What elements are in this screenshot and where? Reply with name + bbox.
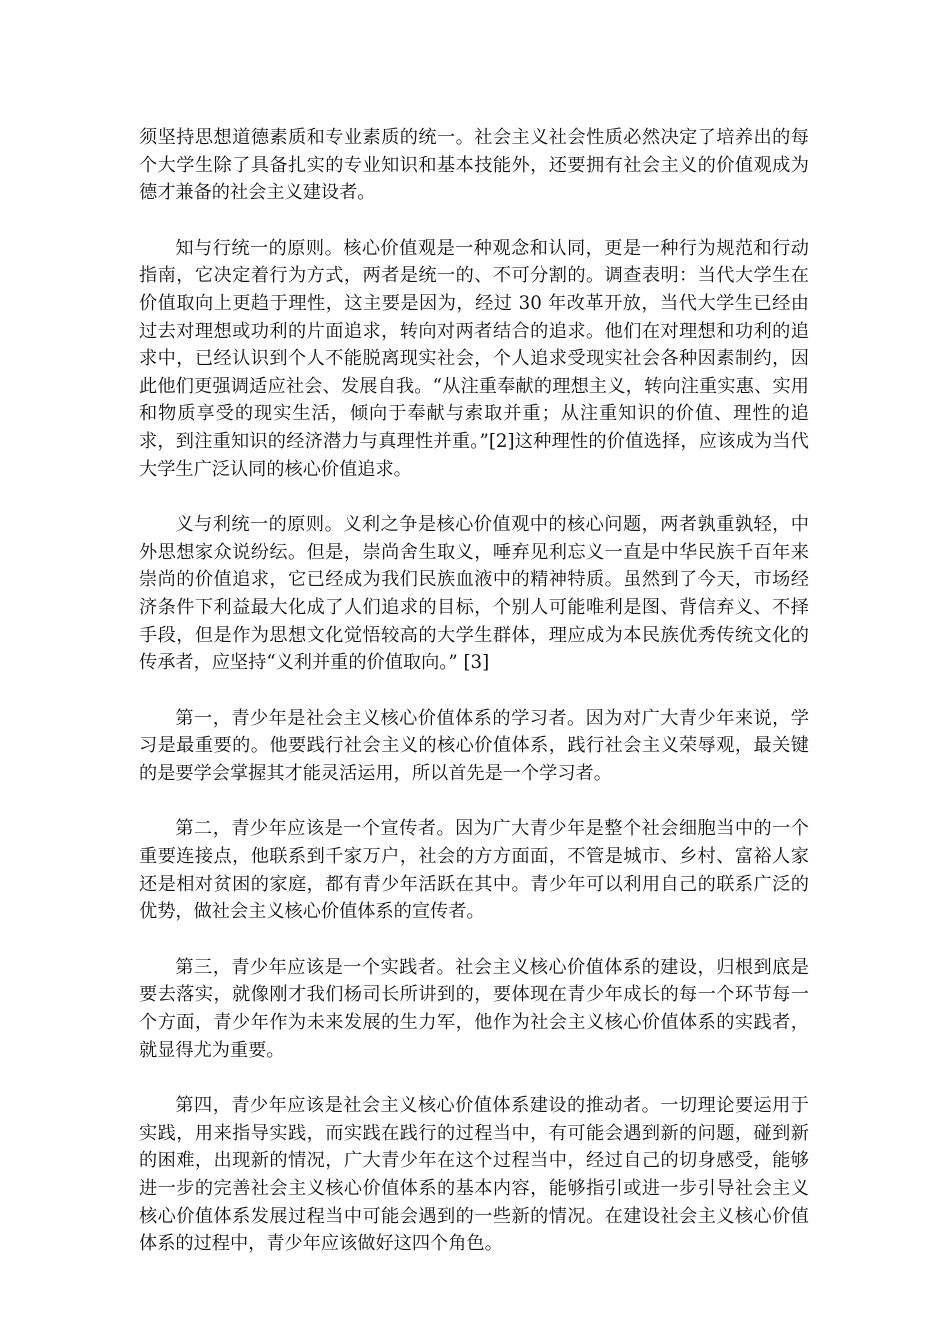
document-body xyxy=(139,124,809,1286)
paragraph-first-learner: 第一，青少年是社会主义核心价值体系的学习者。因为对广大青少年来说，学习是最重要的。他要践行社会主义的核心价值体系，践行社会主义荣辱观，最关键的是要学会掌握其才能灵活运用，所以首先是一个学习者。 xyxy=(139,707,809,784)
paragraph-knowledge-action: 知与行统一的原则。核心价值观是一种观念和认同，更是一种行为规范和行动指南，它决定着行为方式，两者是统一的、不可分割的。调查表明：当代大学生在价值取向上更趋于理性，这主要是因为，经过 30 年改革开放，当代大学生已经由过去对理想或功利的片面追求，转向对两者结合的追求。他们在对理想和功利的追求中，已经认识到个人不能脱离现实社会，个人追求受现实社会各种因素制约，因此他们更强调适应社会、发展自我。“从注重奉献的理想主义，转向注重实惠、实用和物质享受的现实生活，倾向于奉献与索取并重；从注重知识的价值、理性的追求，到注重知识的经济潜力与真理性并重。”[2]这种理性的价值选择，应该成为当代大学生广泛认同的核心价值追求。 xyxy=(139,237,809,480)
paragraph-third-practitioner: 第三，青少年应该是一个实践者。社会主义核心价值体系的建设，归根到底是要去落实，就像刚才我们杨司长所讲到的，要体现在青少年成长的每一个环节每一个方面，青少年作为未来发展的生力军，他作为社会主义核心价值体系的实践者，就显得尤为重要。 xyxy=(139,956,809,1061)
paragraph-righteousness-profit: 义与利统一的原则。义利之争是核心价值观中的核心问题，两者孰重孰轻，中外思想家众说纷纭。但是，崇尚舍生取义，唾弃见利忘义一直是中华民族千百年来崇尚的价值追求，它已经成为我们民族血液中的精神特质。虽然到了今天，市场经济条件下利益最大化成了人们追求的目标，个别人可能唯利是图、背信弃义、不择手段，但是作为思想文化觉悟较高的大学生群体，理应成为本民族优秀传统文化的传承者，应坚持“义利并重的价值取向。” [3] xyxy=(139,514,809,674)
paragraph-second-promoter: 第二，青少年应该是一个宣传者。因为广大青少年是整个社会细胞当中的一个重要连接点，他联系到千家万户，社会的方方面面，不管是城市、乡村、富裕人家还是相对贫困的家庭，都有青少年活跃在其中。青少年可以利用自己的联系广泛的优势，做社会主义核心价值体系的宣传者。 xyxy=(139,818,809,923)
paragraph-fourth-driver: 第四，青少年应该是社会主义核心价值体系建设的推动者。一切理论要运用于实践，用来指导实践，而实践在践行的过程当中，有可能会遇到新的问题，碰到新的困难，出现新的情况，广大青少年在这个过程当中，经过自己的切身感受，能够进一步的完善社会主义核心价值体系的基本内容，能够指引或进一步引导社会主义核心价值体系发展过程当中可能会遇到的一些新的情况。在建设社会主义核心价值体系的过程中，青少年应该做好这四个角色。 xyxy=(139,1095,809,1255)
paragraph-continuation: 须坚持思想道德素质和专业素质的统一。社会主义社会性质必然决定了培养出的每个大学生除了具备扎实的专业知识和基本技能外，还要拥有社会主义的价值观成为德才兼备的社会主义建设者。 xyxy=(139,127,809,204)
